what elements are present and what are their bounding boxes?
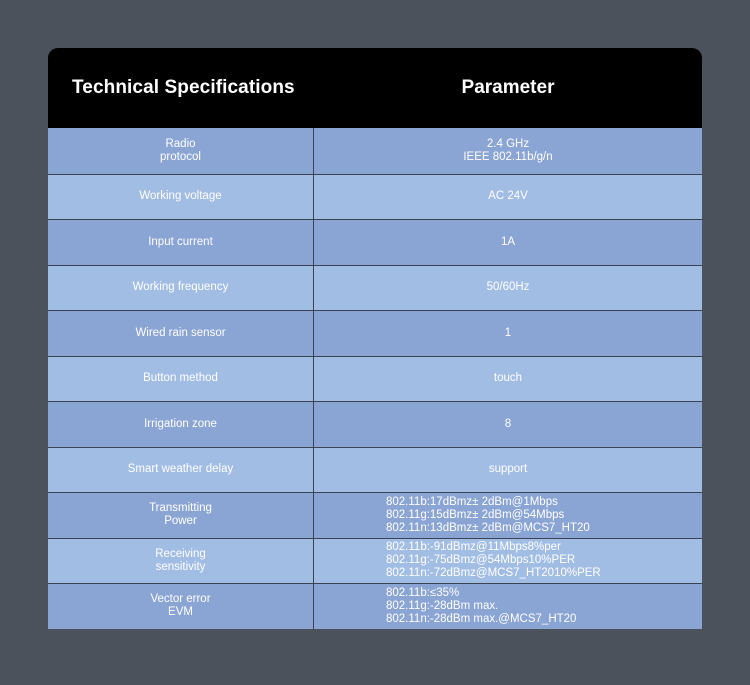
spec-value (314, 402, 702, 447)
spec-label (48, 175, 314, 220)
label-line: Smart weather delay (127, 463, 234, 476)
label-line: Wired rain sensor (135, 326, 226, 339)
label-line: EVM (168, 606, 193, 619)
table-row (48, 310, 702, 356)
table-row (48, 401, 702, 447)
table-row (48, 583, 702, 629)
value-line: 802.11b:≤35% (386, 586, 460, 599)
value-line: 8 (504, 417, 512, 430)
value-line: 802.11n:-72dBmz@MCS7_HT2010%PER (386, 567, 601, 580)
table-row (48, 128, 702, 174)
spec-value (314, 266, 702, 311)
label-line: Input current (148, 235, 213, 248)
value-line: 802.11b:-91dBmz@11Mbps8%per (386, 541, 561, 554)
label-line: Button method (143, 372, 218, 385)
spec-value (314, 220, 702, 265)
table-row (48, 538, 702, 584)
table-row (48, 356, 702, 402)
spec-label (48, 493, 314, 538)
value-line: 1 (504, 326, 512, 339)
value-line: touch (493, 372, 523, 385)
spec-label (48, 357, 314, 402)
value-line: 802.11n:13dBmz± 2dBm@MCS7_HT20 (386, 521, 590, 534)
value-line: 802.11b:17dBmz± 2dBm@1Mbps (386, 495, 558, 508)
value-line: 50/60Hz (486, 281, 530, 294)
value-line: 802.11g:-28dBm max. (386, 599, 499, 612)
spec-label (48, 128, 314, 174)
label-line: sensitivity (155, 560, 206, 573)
spec-value (314, 128, 702, 174)
spec-label (48, 311, 314, 356)
label-line: Working frequency (132, 281, 229, 294)
table-header (48, 48, 702, 128)
value-line: 2.4 GHz (486, 137, 530, 150)
value-line: AC 24V (488, 190, 528, 203)
label-line: Irrigation zone (144, 417, 217, 430)
spec-value (314, 584, 702, 629)
label-line: Transmitting (149, 502, 212, 515)
table-row (48, 492, 702, 538)
table-row (48, 265, 702, 311)
spec-value (314, 175, 702, 220)
table-row (48, 219, 702, 265)
value-line: IEEE 802.11b/g/n (463, 150, 553, 163)
label-line: Power (164, 515, 197, 528)
value-line: support (488, 463, 528, 476)
spec-value (314, 448, 702, 493)
header-technical-specifications: Technical Specifications (72, 77, 295, 98)
spec-label (48, 584, 314, 629)
label-line: Working voltage (139, 190, 222, 203)
spec-label (48, 266, 314, 311)
table-row (48, 447, 702, 493)
header-parameter: Parameter (461, 77, 555, 98)
spec-value (314, 357, 702, 402)
spec-value (314, 539, 702, 584)
value-line: 802.11g:15dBmz± 2dBm@54Mbps (386, 508, 565, 521)
spec-label (48, 448, 314, 493)
spec-table (48, 48, 702, 629)
spec-label (48, 402, 314, 447)
value-line: 802.11g:-75dBmz@54Mbps10%PER (386, 554, 576, 567)
label-line: Receiving (155, 547, 206, 560)
value-line: 802.11n:-28dBm max.@MCS7_HT20 (386, 612, 577, 625)
spec-label (48, 539, 314, 584)
spec-label (48, 220, 314, 265)
spec-value (314, 311, 702, 356)
table-row (48, 174, 702, 220)
label-line: protocol (160, 150, 201, 163)
spec-value (314, 493, 702, 538)
value-line: 1A (500, 235, 516, 248)
label-line: Vector error (150, 593, 211, 606)
label-line: Radio (165, 137, 196, 150)
